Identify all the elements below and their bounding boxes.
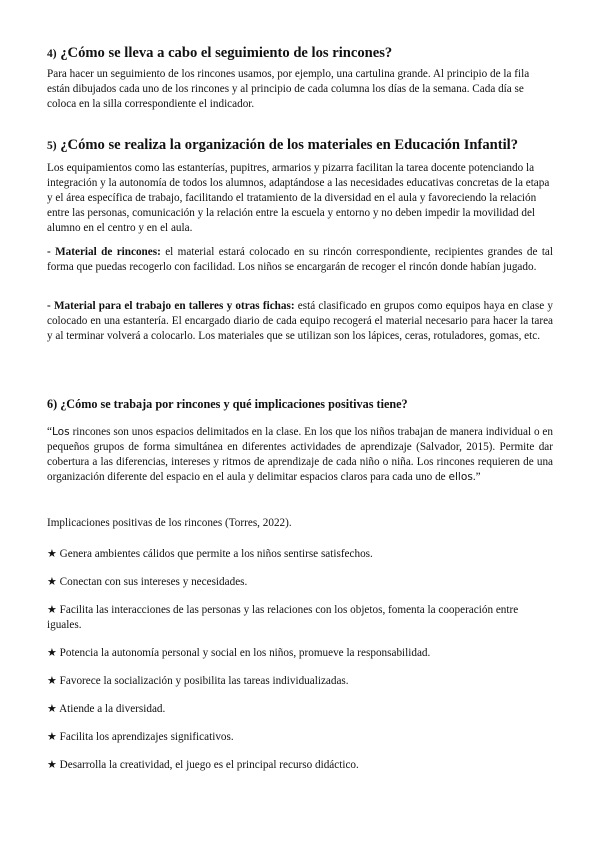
- star-icon: ★: [47, 758, 57, 771]
- bullet-text: Atiende a la diversidad.: [59, 703, 166, 715]
- bullet-text: Facilita los aprendizajes significativos.: [59, 731, 234, 743]
- bullet-item: [47, 757, 553, 773]
- star-icon: ★: [47, 674, 57, 687]
- implications-intro: Implicaciones positivas de los rincones (Torres, 2022).: [47, 517, 292, 529]
- bullet-item: [47, 673, 553, 689]
- section-5-heading: [47, 136, 553, 155]
- bullet-item: [47, 574, 553, 590]
- star-icon: ★: [47, 603, 57, 616]
- section-4-title: ¿Cómo se lleva a cabo el seguimiento de los rincones?: [60, 45, 393, 61]
- bullet-text: Conectan con sus intereses y necesidades.: [59, 576, 248, 588]
- bullet-text: Genera ambientes cálidos que permite a los niños sentirse satisfechos.: [59, 548, 373, 560]
- quote-first-word: Los: [51, 426, 70, 438]
- material-talleres-paragraph: [47, 299, 553, 344]
- section-5-number: 5): [47, 140, 57, 152]
- material-rincones-paragraph: [47, 245, 553, 275]
- section-4-number: 4): [47, 48, 57, 60]
- bullet-item: [47, 602, 553, 633]
- material-talleres-label: - Material para el trabajo en talleres y otras fichas:: [47, 300, 295, 312]
- material-rincones-label: - Material de rincones:: [47, 246, 161, 258]
- quote-body: rincones son unos espacios delimitados en la clase. En los que los niños trabajan de manera individual o en pequeños grupos de forma simultánea en diferentes actividades de aprendizaje (Salvador, 2015). Permite dar cobertura a las diferencias, intereses y ritmos de aprendizaje de cada niño o niña. Los rincones requieren de una organización diferente del espacio en el aula y delimitar espacios claros para cada uno de: [47, 426, 553, 483]
- bullet-item: [47, 645, 553, 661]
- bullet-text: Favorece la socialización y posibilita las tareas individualizadas.: [59, 675, 349, 687]
- bullet-item: [47, 546, 553, 562]
- section-4-body: Para hacer un seguimiento de los rincones usamos, por ejemplo, una cartulina grande. Al principio de la fila están dibujados cada uno de los rincones y al principio de cada columna los días de la semana. Cada día se coloca en la silla correspondiente el indicador.: [47, 68, 530, 110]
- material-rincones-text: el material estará colocado en su rincón correspondiente, recipientes grandes de tal forma que puedas recogerlo con facilidad. Los niños se encargarán de recoger el rincón donde habían jugado.: [47, 246, 553, 273]
- star-icon: ★: [47, 575, 57, 588]
- star-icon: ★: [47, 646, 57, 659]
- material-talleres-text: está clasificado en grupos como equipos haya en clase y colocado en una estantería. El encargado diario de cada equipo recogerá el material necesario para hacer la tarea y al terminar volverá a colocarlo. Los materiales que se utilizan son los lápices, ceras, rotuladores, gomas, etc.: [47, 300, 553, 342]
- bullet-text: Desarrolla la creatividad, el juego es el principal recurso didáctico.: [59, 759, 359, 771]
- section-4-heading: [47, 44, 553, 63]
- star-icon: ★: [47, 547, 57, 560]
- rincones-quote: [47, 425, 553, 485]
- section-5-body: Los equipamientos como las estanterías, pupitres, armarios y pizarra facilitan la tarea docente potenciando la integración y la autonomía de todos los alumnos, adaptándose a las necesidades educativas concretas de la etapa y el área específica de trabajo, facilitando el tratamiento de la diversidad en el aula y favoreciendo la relación entre las personas, comunicación y la relación entre la escuela y entorno y no deben impedir la movilidad del alumno en el centro y en el aula.: [47, 162, 550, 234]
- section-6-heading: 6) ¿Cómo se trabaja por rincones y qué implicaciones positivas tiene?: [47, 397, 408, 411]
- quote-last-word: ellos: [448, 471, 473, 483]
- quote-close-mark: .”: [472, 471, 481, 483]
- star-icon: ★: [47, 702, 57, 715]
- star-icon: ★: [47, 730, 57, 743]
- bullet-item: [47, 729, 553, 745]
- quote-open-mark: “: [47, 426, 52, 438]
- bullet-item: [47, 701, 553, 717]
- section-5-title: ¿Cómo se realiza la organización de los materiales en Educación Infantil?: [60, 137, 519, 153]
- bullet-text: Potencia la autonomía personal y social en los niños, promueve la responsabilidad.: [59, 647, 431, 659]
- bullet-text: Facilita las interacciones de las personas y las relaciones con los objetos, fomenta la cooperación entre iguales.: [47, 604, 519, 631]
